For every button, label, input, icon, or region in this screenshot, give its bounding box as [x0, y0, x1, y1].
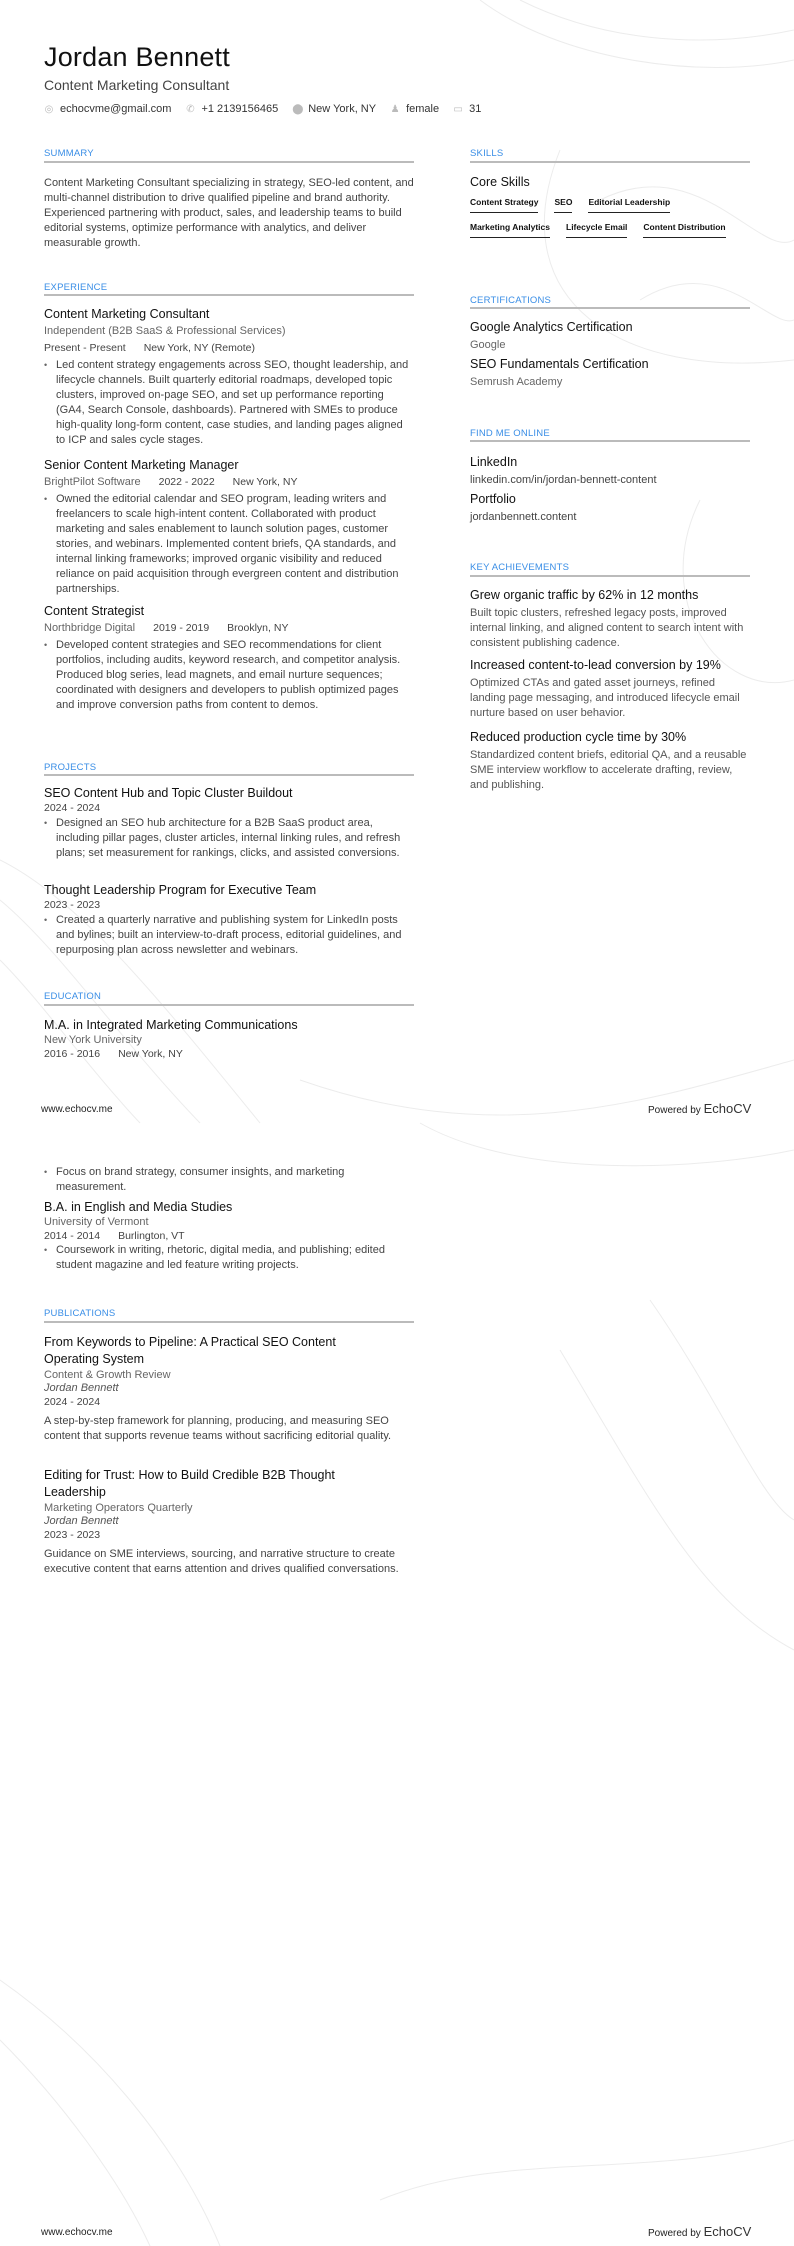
- location-pin-icon: ⬤: [292, 103, 304, 115]
- project-item: [44, 883, 414, 958]
- calendar-icon: ▭: [453, 103, 463, 115]
- contact-phone[interactable]: +1 2139156465: [201, 103, 279, 115]
- education-dates: 2016 - 2016: [44, 1048, 101, 1060]
- certifications-divider: [470, 307, 750, 309]
- job-title: Content Strategist: [44, 604, 145, 618]
- job-bullet: • Owned the editorial calendar and SEO program, leading writers and freelancers to scale high-intent content. Collaborated with product marketing and sales enablement to launch solution pages, customer stories, and webinars. Implemented content briefs, QA standards, and internal linking frameworks; improved organic visibility and reduced reliance on paid acquisition through evergreen content and distribution partnerships.: [44, 492, 414, 597]
- job-location: Brooklyn, NY: [227, 622, 289, 634]
- achievement-item: [470, 658, 750, 721]
- education-bullet: • Coursework in writing, rhetoric, digital media, and publishing; edited student magazine and led feature writing projects.: [44, 1243, 414, 1273]
- find-me-online-heading: FIND ME ONLINE: [470, 428, 550, 439]
- project-title: Thought Leadership Program for Executive Team: [44, 883, 317, 897]
- education-item: [44, 1018, 414, 1060]
- publication-publisher: Marketing Operators Quarterly: [44, 1502, 193, 1514]
- publication-publisher: Content & Growth Review: [44, 1369, 171, 1381]
- footer-site-link[interactable]: www.echocv.me: [41, 2227, 113, 2238]
- education-location: Burlington, VT: [118, 1230, 185, 1242]
- skills-tags: [470, 197, 750, 238]
- achievement-title: Increased content-to-lead conversion by 19%: [470, 658, 721, 672]
- achievement-description: Standardized content briefs, editorial QA, and a reusable SME interview workflow to accelerate drafting, review, and publishing.: [470, 749, 747, 791]
- skill-tag: Editorial Leadership: [588, 197, 670, 213]
- contact-location: New York, NY: [308, 103, 377, 115]
- project-dates: 2024 - 2024: [44, 802, 101, 814]
- publication-title: Editing for Trust: How to Build Credible B2B Thought Leadership: [44, 1468, 335, 1499]
- publications-heading: PUBLICATIONS: [44, 1308, 116, 1319]
- contact-bar: [44, 103, 495, 115]
- achievement-item: [470, 730, 750, 793]
- certification-list: [470, 320, 750, 388]
- summary-heading: SUMMARY: [44, 148, 94, 159]
- summary-text: Content Marketing Consultant specializing in strategy, SEO-led content, and multi-channel distribution to drive qualified pipeline and brand authority. Experienced partnering with product, sales, and leadership teams to build editorial systems, optimize performance with analytics, and deliver measurable growth.: [44, 177, 414, 249]
- project-item: [44, 786, 414, 861]
- contact-email[interactable]: echocvme@gmail.com: [60, 103, 172, 115]
- experience-item: [44, 307, 414, 448]
- echocv-brand[interactable]: EchoCV: [703, 2224, 752, 2239]
- key-achievements-divider: [470, 575, 750, 577]
- education-location: New York, NY: [118, 1048, 183, 1060]
- education-heading: EDUCATION: [44, 991, 102, 1002]
- job-location: New York, NY: [232, 476, 298, 488]
- skill-tag: Content Distribution: [643, 222, 725, 238]
- achievement-description: Built topic clusters, refreshed legacy posts, improved internal linking, and aligned content to search intent with consistent publishing cadence.: [470, 607, 744, 649]
- job-bullet: • Developed content strategies and SEO recommendations for client portfolios, including audits, keyword research, and competitor analysis. Produced blog series, lead magnets, and email nurture sequences; coordinated with designers and developers to publish optimized pages and improve conversion paths from content to demos.: [44, 638, 414, 713]
- footer-site-link[interactable]: www.echocv.me: [41, 1104, 113, 1115]
- skill-tag: Lifecycle Email: [566, 222, 627, 238]
- skills-group-title: Core Skills: [470, 175, 530, 189]
- publication-item: [44, 1467, 414, 1577]
- portfolio-link[interactable]: jordanbennett.content: [470, 511, 577, 523]
- phone-icon: ✆: [186, 103, 195, 115]
- education-dates: 2014 - 2014: [44, 1230, 101, 1242]
- job-title: Content Marketing Consultant: [44, 307, 210, 321]
- job-dates: Present - Present: [44, 342, 126, 354]
- contact-gender: female: [406, 103, 440, 115]
- skill-tag: SEO: [554, 197, 572, 213]
- key-achievements-heading: KEY ACHIEVEMENTS: [470, 562, 570, 573]
- degree: B.A. in English and Media Studies: [44, 1200, 233, 1214]
- degree: M.A. in Integrated Marketing Communications: [44, 1018, 298, 1032]
- publication-description: Guidance on SME interviews, sourcing, and narrative structure to create executive content that earns attention and drives qualified conversations.: [44, 1548, 399, 1575]
- online-label-portfolio: Portfolio: [470, 492, 516, 506]
- education-divider: [44, 1004, 414, 1006]
- publication-title: From Keywords to Pipeline: A Practical SEO Content Operating System: [44, 1335, 336, 1366]
- publication-description: A step-by-step framework for planning, producing, and measuring SEO content that supports revenue teams without sacrificing editorial quality.: [44, 1415, 392, 1442]
- job-company: Independent (B2B SaaS & Professional Services): [44, 325, 286, 337]
- certification-issuer: Semrush Academy: [470, 376, 563, 388]
- achievement-description: Optimized CTAs and gated asset journeys, refined landing page messaging, and introduced lifecycle email nurture based on user behavior.: [470, 677, 740, 719]
- education-bullet: • Focus on brand strategy, consumer insights, and marketing measurement.: [44, 1165, 414, 1195]
- experience-heading: EXPERIENCE: [44, 282, 108, 293]
- projects-divider: [44, 774, 414, 776]
- job-dates: 2019 - 2019: [153, 622, 210, 634]
- linkedin-link[interactable]: linkedin.com/in/jordan-bennett-content: [470, 474, 657, 486]
- certification-issuer: Google: [470, 339, 506, 351]
- certifications-heading: CERTIFICATIONS: [470, 295, 552, 306]
- education-item: [44, 1200, 414, 1273]
- contact-age: 31: [469, 103, 482, 115]
- experience-divider: [44, 294, 414, 296]
- powered-by-label: Powered by: [648, 1105, 701, 1116]
- experience-item: [44, 458, 414, 597]
- job-bullet: • Led content strategy engagements across SEO, thought leadership, and lifecycle channels. Built quarterly editorial roadmaps, developed topic clusters, improved on-page SEO, and set up performance reporting (GA4, Search Console, dashboards). Partnered with SMEs to produce high-quality long-form content, case studies, and landing pages aligned to ICP and sales cycle stages.: [44, 358, 414, 448]
- find-me-online-divider: [470, 440, 750, 442]
- summary-divider: [44, 161, 414, 163]
- skills-divider: [470, 161, 750, 163]
- publication-author: Jordan Bennett: [44, 1382, 119, 1394]
- candidate-title: Content Marketing Consultant: [44, 77, 230, 93]
- project-dates: 2023 - 2023: [44, 899, 101, 911]
- publication-author: Jordan Bennett: [44, 1515, 119, 1527]
- project-bullet: • Created a quarterly narrative and publishing system for LinkedIn posts and bylines; built an interview-to-draft process, editorial guidelines, and repurposing plan across newsletter and webinars.: [44, 913, 414, 958]
- job-location: New York, NY (Remote): [143, 342, 255, 354]
- candidate-name: Jordan Bennett: [44, 42, 230, 72]
- person-icon: ♟: [390, 103, 400, 115]
- publication-dates: 2023 - 2023: [44, 1529, 101, 1541]
- publication-item: [44, 1334, 414, 1444]
- job-company: BrightPilot Software: [44, 476, 141, 488]
- email-icon: ◎: [44, 103, 54, 115]
- online-label-linkedin: LinkedIn: [470, 455, 518, 469]
- experience-item: [44, 604, 414, 713]
- certification-name: SEO Fundamentals Certification: [470, 357, 649, 371]
- publication-dates: 2024 - 2024: [44, 1396, 101, 1408]
- certification-name: Google Analytics Certification: [470, 320, 633, 334]
- school: University of Vermont: [44, 1216, 149, 1228]
- online-links: [470, 455, 750, 523]
- job-company: Northbridge Digital: [44, 622, 136, 634]
- skills-heading: SKILLS: [470, 148, 504, 159]
- skill-tag: Content Strategy: [470, 197, 538, 213]
- project-title: SEO Content Hub and Topic Cluster Buildout: [44, 786, 293, 800]
- powered-by: [648, 1101, 751, 1116]
- achievement-title: Grew organic traffic by 62% in 12 months: [470, 588, 699, 602]
- powered-by: [648, 2224, 751, 2239]
- job-dates: 2022 - 2022: [158, 476, 215, 488]
- job-title: Senior Content Marketing Manager: [44, 458, 239, 472]
- projects-heading: PROJECTS: [44, 762, 97, 773]
- project-bullet: • Designed an SEO hub architecture for a B2B SaaS product area, including pillar pages, cluster articles, internal linking rules, and refresh plans; set measurement for rankings, clicks, and assisted conversions.: [44, 816, 414, 861]
- school: New York University: [44, 1034, 142, 1046]
- achievement-item: [470, 588, 750, 651]
- powered-by-label: Powered by: [648, 2228, 701, 2239]
- achievement-title: Reduced production cycle time by 30%: [470, 730, 687, 744]
- echocv-brand[interactable]: EchoCV: [703, 1101, 752, 1116]
- skill-tag: Marketing Analytics: [470, 222, 550, 238]
- publications-divider: [44, 1321, 414, 1323]
